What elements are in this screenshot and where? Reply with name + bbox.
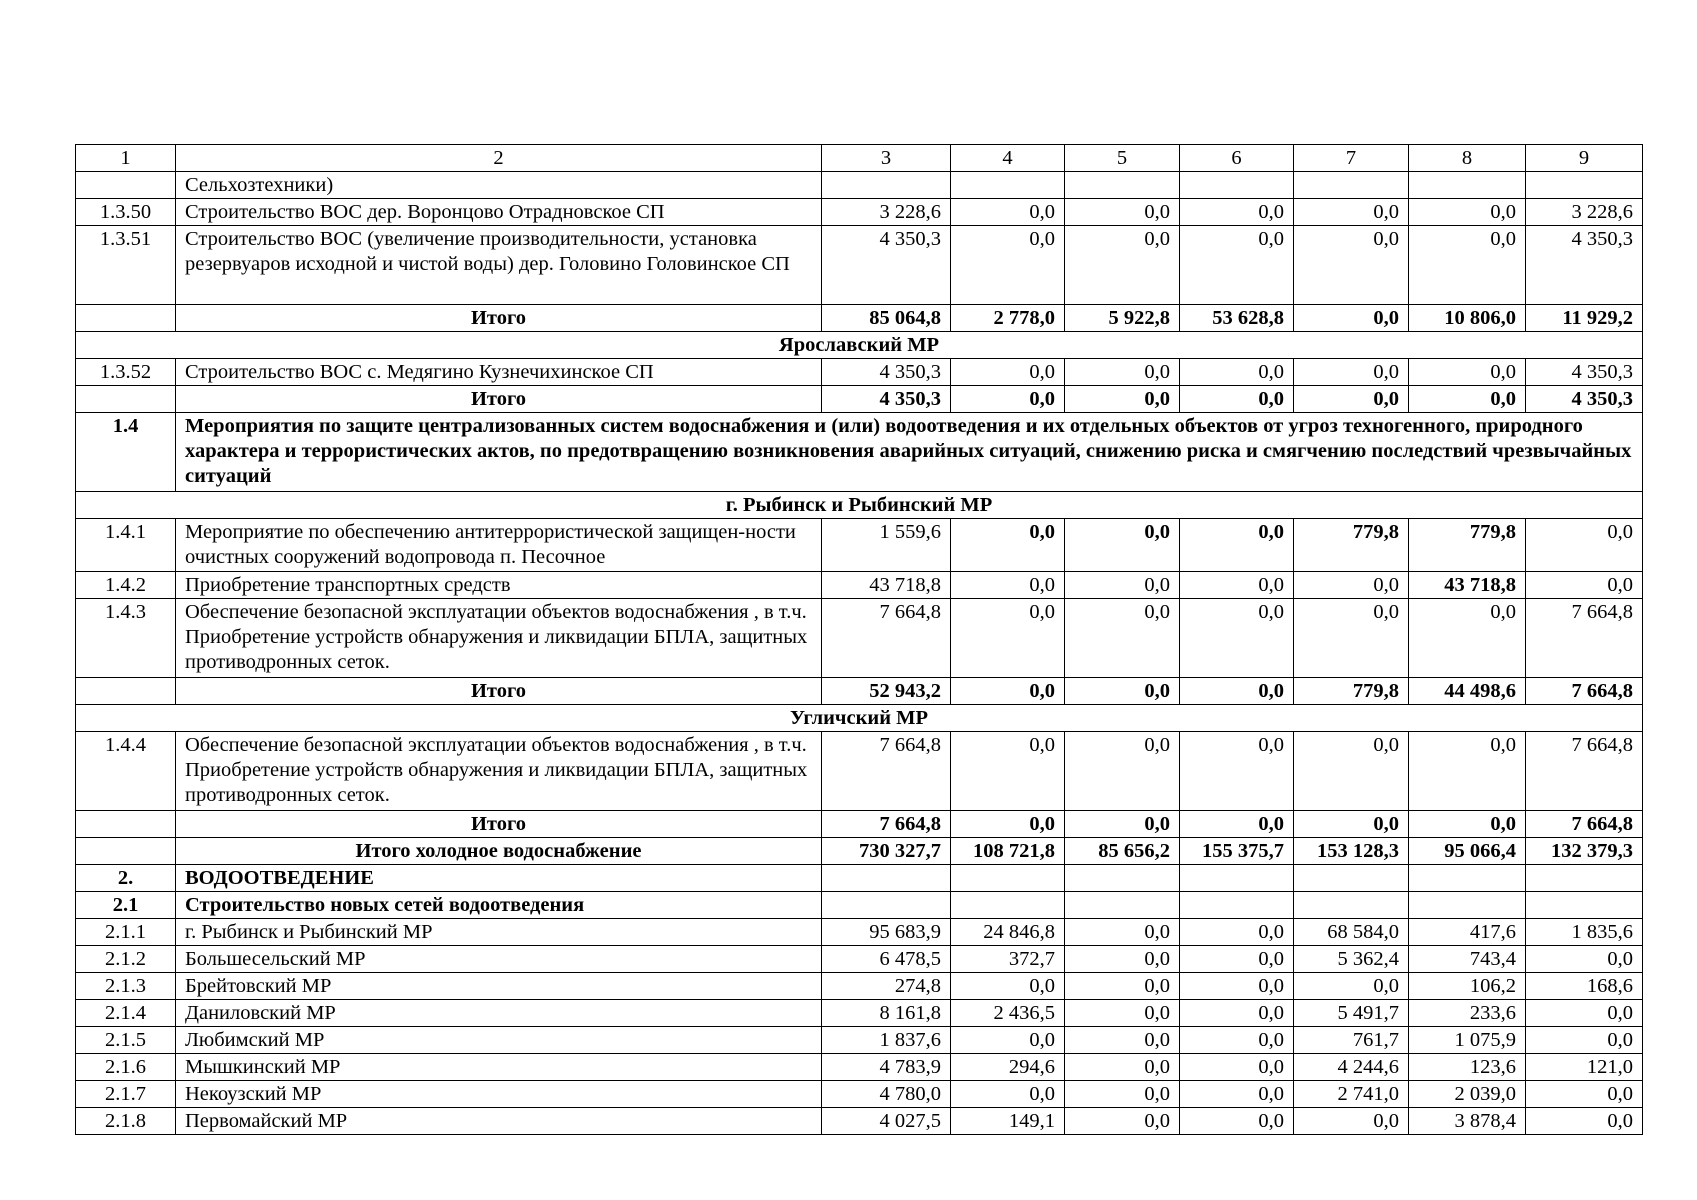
value-cell: 4 350,3 <box>822 359 951 386</box>
table-row <box>76 1027 1643 1054</box>
total-row <box>76 838 1643 865</box>
total-value-cell: 4 350,3 <box>822 386 951 413</box>
section-title: Мероприятия по защите централизованных систем водоснабжения и (или) водоотведения и их отдельных объектов от угроз техногенного, природного характера и террористических актов, по предотвращению возникновения аварийных ситуаций, снижению риска и смягчению последствий чрезвычайных ситуаций <box>176 413 1643 492</box>
value-cell: 0,0 <box>1409 199 1526 226</box>
value-cell: 0,0 <box>1065 1108 1180 1135</box>
row-number <box>76 305 176 332</box>
value-cell: 43 718,8 <box>1409 572 1526 599</box>
value-cell: 372,7 <box>951 946 1065 973</box>
value-cell: 0,0 <box>1180 919 1294 946</box>
value-cell: 0,0 <box>1180 199 1294 226</box>
empty-cell <box>822 892 951 919</box>
program-table <box>75 144 1643 1135</box>
row-name: Сельхозтехники) <box>176 172 822 199</box>
value-cell: 24 846,8 <box>951 919 1065 946</box>
total-value-cell: 0,0 <box>1409 386 1526 413</box>
value-cell: 0,0 <box>1180 226 1294 305</box>
total-value-cell: 95 066,4 <box>1409 838 1526 865</box>
value-cell: 0,0 <box>1065 919 1180 946</box>
value-cell: 761,7 <box>1294 1027 1409 1054</box>
column-number: 8 <box>1409 145 1526 172</box>
empty-cell <box>1065 892 1180 919</box>
total-value-cell: 0,0 <box>1294 305 1409 332</box>
value-cell: 7 664,8 <box>822 599 951 678</box>
value-cell: 1 837,6 <box>822 1027 951 1054</box>
value-cell: 2 436,5 <box>951 1000 1065 1027</box>
row-number: 2.1.3 <box>76 973 176 1000</box>
value-cell: 0,0 <box>1065 1027 1180 1054</box>
value-cell: 0,0 <box>1294 732 1409 811</box>
section-number: 1.4 <box>76 413 176 492</box>
value-cell: 0,0 <box>1065 572 1180 599</box>
value-cell: 0,0 <box>951 519 1065 572</box>
value-cell: 0,0 <box>1065 1081 1180 1108</box>
value-cell: 0,0 <box>1065 732 1180 811</box>
row-name: г. Рыбинск и Рыбинский МР <box>176 919 822 946</box>
region-heading: г. Рыбинск и Рыбинский МР <box>76 492 1643 519</box>
column-number: 7 <box>1294 145 1409 172</box>
total-row <box>76 386 1643 413</box>
value-cell: 0,0 <box>1526 1081 1643 1108</box>
value-cell: 0,0 <box>1065 1054 1180 1081</box>
empty-cell <box>951 865 1065 892</box>
row-number: 2.1.6 <box>76 1054 176 1081</box>
total-value-cell: 0,0 <box>1294 386 1409 413</box>
row-name: Любимский МР <box>176 1027 822 1054</box>
value-cell: 0,0 <box>951 599 1065 678</box>
column-number: 4 <box>951 145 1065 172</box>
total-value-cell: 0,0 <box>1180 678 1294 705</box>
value-cell: 1 075,9 <box>1409 1027 1526 1054</box>
row-number: 2.1.1 <box>76 919 176 946</box>
value-cell: 4 780,0 <box>822 1081 951 1108</box>
column-number: 3 <box>822 145 951 172</box>
value-cell <box>1180 172 1294 199</box>
value-cell: 417,6 <box>1409 919 1526 946</box>
row-number: 1.4.3 <box>76 599 176 678</box>
empty-cell <box>1065 865 1180 892</box>
value-cell: 294,6 <box>951 1054 1065 1081</box>
value-cell: 0,0 <box>1294 359 1409 386</box>
value-cell: 4 350,3 <box>822 226 951 305</box>
total-row <box>76 678 1643 705</box>
total-value-cell: 0,0 <box>951 678 1065 705</box>
value-cell: 5 362,4 <box>1294 946 1409 973</box>
table-row <box>76 572 1643 599</box>
total-value-cell: 52 943,2 <box>822 678 951 705</box>
value-cell: 0,0 <box>1294 199 1409 226</box>
value-cell <box>1409 172 1526 199</box>
row-number: 1.3.51 <box>76 226 176 305</box>
value-cell <box>1526 172 1643 199</box>
value-cell: 4 027,5 <box>822 1108 951 1135</box>
value-cell: 106,2 <box>1409 973 1526 1000</box>
value-cell: 5 491,7 <box>1294 1000 1409 1027</box>
value-cell: 0,0 <box>1065 199 1180 226</box>
total-value-cell: 44 498,6 <box>1409 678 1526 705</box>
value-cell: 3 878,4 <box>1409 1108 1526 1135</box>
value-cell: 0,0 <box>1180 599 1294 678</box>
value-cell: 7 664,8 <box>822 732 951 811</box>
value-cell: 3 228,6 <box>1526 199 1643 226</box>
heading-number: 2. <box>76 865 176 892</box>
total-label: Итого <box>176 811 822 838</box>
table-row <box>76 226 1643 305</box>
value-cell: 743,4 <box>1409 946 1526 973</box>
total-value-cell: 0,0 <box>1180 386 1294 413</box>
total-value-cell: 5 922,8 <box>1065 305 1180 332</box>
value-cell: 0,0 <box>1180 1027 1294 1054</box>
total-label: Итого <box>176 678 822 705</box>
value-cell <box>951 172 1065 199</box>
value-cell: 68 584,0 <box>1294 919 1409 946</box>
value-cell: 0,0 <box>1526 1027 1643 1054</box>
row-name: Строительство ВОС с. Медягино Кузнечихинское СП <box>176 359 822 386</box>
table-row <box>76 599 1643 678</box>
value-cell: 0,0 <box>1180 519 1294 572</box>
value-cell: 95 683,9 <box>822 919 951 946</box>
total-value-cell: 730 327,7 <box>822 838 951 865</box>
empty-cell <box>1526 892 1643 919</box>
value-cell: 0,0 <box>1294 226 1409 305</box>
value-cell <box>822 172 951 199</box>
row-name: Мышкинский МР <box>176 1054 822 1081</box>
row-name: Обеспечение безопасной эксплуатации объектов водоснабжения , в т.ч. Приобретение устройств обнаружения и ликвидации БПЛА, защитных противодронных сеток. <box>176 599 822 678</box>
value-cell: 0,0 <box>951 226 1065 305</box>
empty-cell <box>1526 865 1643 892</box>
value-cell: 0,0 <box>1409 226 1526 305</box>
row-number: 2.1.8 <box>76 1108 176 1135</box>
value-cell: 123,6 <box>1409 1054 1526 1081</box>
table-row <box>76 199 1643 226</box>
value-cell: 0,0 <box>951 199 1065 226</box>
value-cell: 0,0 <box>1065 946 1180 973</box>
column-number: 6 <box>1180 145 1294 172</box>
row-number: 2.1.7 <box>76 1081 176 1108</box>
value-cell: 0,0 <box>951 572 1065 599</box>
value-cell: 0,0 <box>1294 973 1409 1000</box>
total-value-cell: 0,0 <box>1180 811 1294 838</box>
empty-cell <box>1409 865 1526 892</box>
column-number: 1 <box>76 145 176 172</box>
empty-cell <box>951 892 1065 919</box>
heading-title: ВОДООТВЕДЕНИЕ <box>176 865 822 892</box>
value-cell: 3 228,6 <box>822 199 951 226</box>
total-value-cell: 2 778,0 <box>951 305 1065 332</box>
value-cell: 0,0 <box>1065 519 1180 572</box>
value-cell: 168,6 <box>1526 973 1643 1000</box>
table-row <box>76 919 1643 946</box>
value-cell: 7 664,8 <box>1526 599 1643 678</box>
value-cell: 4 783,9 <box>822 1054 951 1081</box>
value-cell: 0,0 <box>951 359 1065 386</box>
total-value-cell: 7 664,8 <box>822 811 951 838</box>
total-value-cell: 0,0 <box>951 811 1065 838</box>
value-cell: 1 559,6 <box>822 519 951 572</box>
value-cell: 0,0 <box>1409 359 1526 386</box>
table-row <box>76 1081 1643 1108</box>
total-value-cell: 0,0 <box>951 386 1065 413</box>
empty-cell <box>1294 892 1409 919</box>
value-cell: 4 244,6 <box>1294 1054 1409 1081</box>
table-row <box>76 732 1643 811</box>
value-cell: 0,0 <box>951 732 1065 811</box>
value-cell: 0,0 <box>1180 1054 1294 1081</box>
value-cell: 0,0 <box>1526 572 1643 599</box>
document-page <box>75 144 1643 1135</box>
total-value-cell: 0,0 <box>1065 811 1180 838</box>
value-cell: 0,0 <box>1526 1000 1643 1027</box>
total-value-cell: 11 929,2 <box>1526 305 1643 332</box>
table-row <box>76 1108 1643 1135</box>
value-cell: 0,0 <box>1065 599 1180 678</box>
row-name: Строительство ВОС дер. Воронцово Отрадновское СП <box>176 199 822 226</box>
total-value-cell: 53 628,8 <box>1180 305 1294 332</box>
row-number: 2.1.2 <box>76 946 176 973</box>
total-row <box>76 305 1643 332</box>
total-value-cell: 0,0 <box>1294 811 1409 838</box>
value-cell: 0,0 <box>1180 1108 1294 1135</box>
heading-number: 2.1 <box>76 892 176 919</box>
value-cell: 0,0 <box>1526 946 1643 973</box>
total-label: Итого <box>176 386 822 413</box>
value-cell: 0,0 <box>1526 519 1643 572</box>
table-row <box>76 946 1643 973</box>
total-value-cell: 0,0 <box>1409 811 1526 838</box>
total-value-cell: 85 656,2 <box>1065 838 1180 865</box>
value-cell: 0,0 <box>1526 1108 1643 1135</box>
value-cell: 4 350,3 <box>1526 359 1643 386</box>
empty-cell <box>1180 892 1294 919</box>
row-name: Большесельский МР <box>176 946 822 973</box>
total-value-cell: 779,8 <box>1294 678 1409 705</box>
row-number: 1.4.4 <box>76 732 176 811</box>
value-cell: 274,8 <box>822 973 951 1000</box>
value-cell: 0,0 <box>1065 359 1180 386</box>
total-value-cell: 0,0 <box>1065 386 1180 413</box>
value-cell: 0,0 <box>1180 359 1294 386</box>
total-value-cell: 153 128,3 <box>1294 838 1409 865</box>
column-number: 2 <box>176 145 822 172</box>
value-cell <box>1065 172 1180 199</box>
value-cell: 0,0 <box>1180 1000 1294 1027</box>
value-cell: 779,8 <box>1409 519 1526 572</box>
total-value-cell: 7 664,8 <box>1526 678 1643 705</box>
row-name: Некоузский МР <box>176 1081 822 1108</box>
value-cell <box>1294 172 1409 199</box>
value-cell: 0,0 <box>1294 1108 1409 1135</box>
value-cell: 0,0 <box>1180 732 1294 811</box>
value-cell: 0,0 <box>1180 1081 1294 1108</box>
row-number: 1.4.1 <box>76 519 176 572</box>
value-cell: 779,8 <box>1294 519 1409 572</box>
heading-row <box>76 865 1643 892</box>
value-cell: 0,0 <box>1180 572 1294 599</box>
value-cell: 149,1 <box>951 1108 1065 1135</box>
empty-cell <box>1294 865 1409 892</box>
column-number: 9 <box>1526 145 1643 172</box>
heading-row <box>76 892 1643 919</box>
value-cell: 8 161,8 <box>822 1000 951 1027</box>
region-heading: Ярославский МР <box>76 332 1643 359</box>
total-value-cell: 155 375,7 <box>1180 838 1294 865</box>
region-heading: Угличский МР <box>76 705 1643 732</box>
row-number <box>76 172 176 199</box>
row-number: 1.3.50 <box>76 199 176 226</box>
value-cell: 0,0 <box>1294 572 1409 599</box>
row-name: Мероприятие по обеспечению антитеррористической защищен-ности очистных сооружений водопровода п. Песочное <box>176 519 822 572</box>
row-number: 1.4.2 <box>76 572 176 599</box>
empty-cell <box>822 865 951 892</box>
value-cell: 0,0 <box>1180 946 1294 973</box>
total-value-cell: 10 806,0 <box>1409 305 1526 332</box>
row-name: Первомайский МР <box>176 1108 822 1135</box>
value-cell: 233,6 <box>1409 1000 1526 1027</box>
row-number: 2.1.5 <box>76 1027 176 1054</box>
total-value-cell: 108 721,8 <box>951 838 1065 865</box>
table-body <box>76 145 1643 1135</box>
total-label: Итого холодное водоснабжение <box>176 838 822 865</box>
row-number <box>76 811 176 838</box>
total-label: Итого <box>176 305 822 332</box>
row-name: Строительство ВОС (увеличение производительности, установка резервуаров исходной и чистой воды) дер. Головино Головинское СП <box>176 226 822 305</box>
value-cell: 0,0 <box>1065 226 1180 305</box>
table-row <box>76 1000 1643 1027</box>
section-row <box>76 413 1643 492</box>
row-number <box>76 838 176 865</box>
column-number: 5 <box>1065 145 1180 172</box>
region-heading-row <box>76 332 1643 359</box>
row-number: 2.1.4 <box>76 1000 176 1027</box>
row-name: Даниловский МР <box>176 1000 822 1027</box>
row-name: Брейтовский МР <box>176 973 822 1000</box>
total-row <box>76 811 1643 838</box>
value-cell: 0,0 <box>1065 973 1180 1000</box>
value-cell: 4 350,3 <box>1526 226 1643 305</box>
row-number: 1.3.52 <box>76 359 176 386</box>
value-cell: 0,0 <box>951 973 1065 1000</box>
value-cell: 0,0 <box>1409 732 1526 811</box>
row-name: Обеспечение безопасной эксплуатации объектов водоснабжения , в т.ч. Приобретение устройств обнаружения и ликвидации БПЛА, защитных противодронных сеток. <box>176 732 822 811</box>
value-cell: 0,0 <box>1294 599 1409 678</box>
empty-cell <box>1409 892 1526 919</box>
value-cell: 2 039,0 <box>1409 1081 1526 1108</box>
value-cell: 7 664,8 <box>1526 732 1643 811</box>
table-row <box>76 519 1643 572</box>
total-value-cell: 7 664,8 <box>1526 811 1643 838</box>
value-cell: 2 741,0 <box>1294 1081 1409 1108</box>
total-value-cell: 0,0 <box>1065 678 1180 705</box>
empty-cell <box>1180 865 1294 892</box>
value-cell: 0,0 <box>951 1027 1065 1054</box>
value-cell: 0,0 <box>1065 1000 1180 1027</box>
value-cell: 121,0 <box>1526 1054 1643 1081</box>
value-cell: 43 718,8 <box>822 572 951 599</box>
table-row <box>76 359 1643 386</box>
table-row <box>76 973 1643 1000</box>
table-row <box>76 1054 1643 1081</box>
total-value-cell: 132 379,3 <box>1526 838 1643 865</box>
total-value-cell: 4 350,3 <box>1526 386 1643 413</box>
value-cell: 6 478,5 <box>822 946 951 973</box>
value-cell: 0,0 <box>951 1081 1065 1108</box>
column-number-row <box>76 145 1643 172</box>
value-cell: 0,0 <box>1180 973 1294 1000</box>
region-heading-row <box>76 705 1643 732</box>
value-cell: 0,0 <box>1409 599 1526 678</box>
row-number <box>76 678 176 705</box>
value-cell: 1 835,6 <box>1526 919 1643 946</box>
region-heading-row <box>76 492 1643 519</box>
table-row <box>76 172 1643 199</box>
total-value-cell: 85 064,8 <box>822 305 951 332</box>
row-number <box>76 386 176 413</box>
heading-title: Строительство новых сетей водоотведения <box>176 892 822 919</box>
row-name: Приобретение транспортных средств <box>176 572 822 599</box>
